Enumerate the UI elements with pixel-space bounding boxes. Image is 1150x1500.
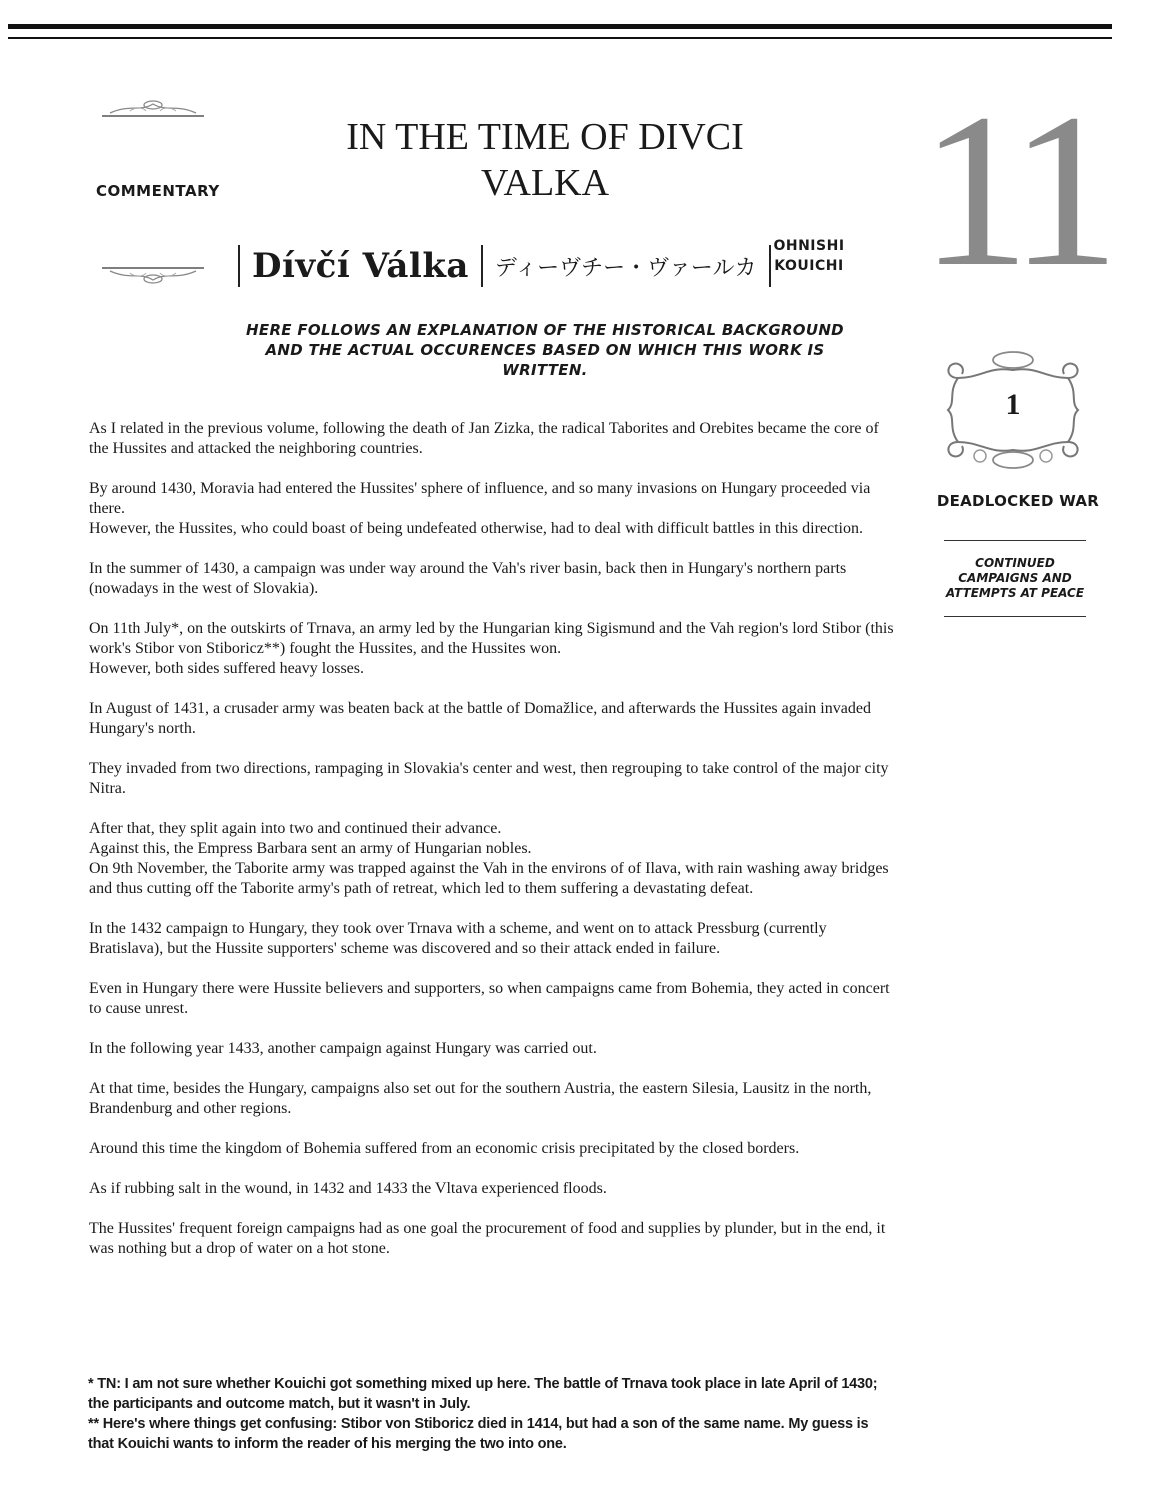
body-paragraph: The Hussites' frequent foreign campaigns had as one goal the procurement of food and supplies by plunder, but in the end, it was nothing but a drop of water on a hot stone. <box>89 1220 886 1257</box>
series-subtitle <box>238 244 771 288</box>
commentary-body <box>89 419 901 1279</box>
body-paragraph: In the 1432 campaign to Hungary, they took over Trnava with a scheme, and went on to attack Pressburg (currently Bratislava), but the Hussite supporters' scheme was discovered and so their attack ended in failure. <box>89 920 827 957</box>
author-line-2: KOUICHI <box>774 258 844 274</box>
body-paragraph: In the following year 1433, another campaign against Hungary was carried out. <box>89 1040 597 1057</box>
top-rule-thin <box>8 37 1112 39</box>
footnote: * TN: I am not sure whether Kouichi got something mixed up here. The battle of Trnava took place in late April of 1430; the participants and outcome match, but it wasn't in July. <box>88 1376 878 1412</box>
intro-text: HERE FOLLOWS AN EXPLANATION OF THE HISTORICAL BACKGROUND AND THE ACTUAL OCCURENCES BASED ON WHICH THIS WORK IS WRITTEN. <box>246 321 844 379</box>
translator-notes <box>88 1374 878 1454</box>
body-paragraph: As I related in the previous volume, following the death of Jan Zizka, the radical Taborites and Orebites became the core of the Hussites and attacked the neighboring countries. <box>89 420 879 457</box>
body-paragraph: By around 1430, Moravia had entered the Hussites' sphere of influence, and so many invasions on Hungary proceeded via there. However, the Hussites, who could boast of being undefeated otherwise, had to deal with difficult battles in this direction. <box>89 480 871 537</box>
author-line-1: OHNISHI <box>773 238 845 254</box>
section-label: COMMENTARY <box>96 182 220 200</box>
body-paragraph: At that time, besides the Hungary, campaigns also set out for the southern Austria, the eastern Silesia, Lausitz in the north, Brandenburg and other regions. <box>89 1080 872 1117</box>
chapter-title: DEADLOCKED WAR <box>936 492 1100 510</box>
author-name <box>768 236 850 276</box>
chapter-divider-bottom <box>944 616 1086 617</box>
chapter-divider-top <box>944 540 1086 541</box>
subtitle-latin: Dívčí Válka <box>252 246 469 286</box>
body-paragraph: In August of 1431, a crusader army was beaten back at the battle of Domažlice, and afterwards the Hussites again invaded Hungary's north. <box>89 700 871 737</box>
body-paragraph: In the summer of 1430, a campaign was under way around the Vah's river basin, back then in Hungary's northern parts (nowadays in the west of Slovakia). <box>89 560 847 597</box>
body-paragraph: Even in Hungary there were Hussite believers and supporters, so when campaigns came from Bohemia, they acted in concert to cause unrest. <box>89 980 890 1017</box>
top-rule-thick <box>8 24 1112 29</box>
volume-number: 11 <box>920 68 1108 312</box>
chapter-subtitle: CONTINUED CAMPAIGNS AND ATTEMPTS AT PEACE <box>945 556 1085 600</box>
body-paragraph: They invaded from two directions, rampaging in Slovakia's center and west, then regrouping to take control of the major city Nitra. <box>89 760 889 797</box>
flourish-ornament-bottom <box>100 262 206 292</box>
body-paragraph: Around this time the kingdom of Bohemia suffered from an economic crisis precipitated by the closed borders. <box>89 1140 800 1157</box>
subtitle-japanese: ディーヴチー・ヴァールカ <box>494 255 757 281</box>
flourish-ornament-top <box>100 92 206 122</box>
body-paragraph: As if rubbing salt in the wound, in 1432 and 1433 the Vltava experienced floods. <box>89 1180 607 1197</box>
body-paragraph: After that, they split again into two and continued their advance. Against this, the Empress Barbara sent an army of Hungarian nobles. On 9th November, the Taborite army was trapped against the Vah in the environs of of Ilava, with rain washing away bridges and thus cutting off the Taborite army's path of retreat, which led to them suffering a devastating defeat. <box>89 820 889 897</box>
footnote: ** Here's where things get confusing: Stibor von Stiboricz died in 1414, but had a son of the same name. My guess is that Kouichi wants to inform the reader of his merging the two into one. <box>88 1416 869 1452</box>
body-paragraph: On 11th July*, on the outskirts of Trnava, an army led by the Hungarian king Sigismund and the Vah region's lord Stibor (this work's Stibor von Stiboricz**) fought the Hussites, and the Hussites won. However, both sides suffered heavy losses. <box>89 620 894 677</box>
chapter-number: 1 <box>1005 388 1021 421</box>
page-title: IN THE TIME OF DIVCI VALKA <box>346 116 744 204</box>
